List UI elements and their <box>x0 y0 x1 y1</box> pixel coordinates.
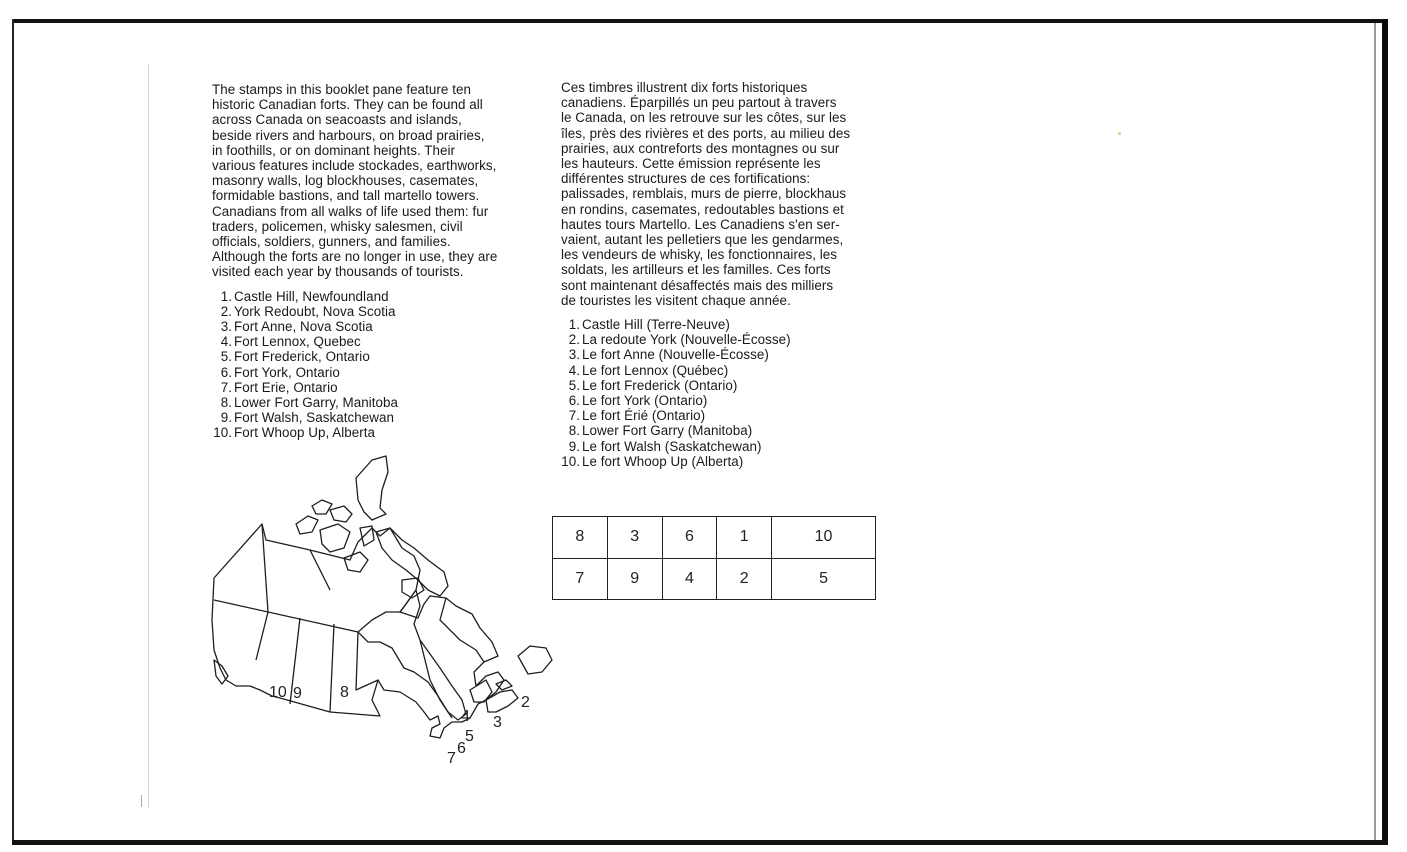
french-line: Ces timbres illustrent dix forts historiques <box>561 80 808 95</box>
envelope-left-edge <box>12 19 14 842</box>
fort-list-item <box>209 319 542 334</box>
fort-name: Fort Walsh, Saskatchewan <box>234 410 394 426</box>
island-1 <box>296 516 318 534</box>
fort-name: La redoute York (Nouvelle-Écosse) <box>582 332 791 348</box>
fort-number: 1. <box>568 317 580 333</box>
fort-number: 3. <box>220 319 232 335</box>
fort-number: 1. <box>220 288 232 304</box>
french-line: le Canada, on les retrouve sur les côtes, sur les <box>561 110 847 126</box>
fort-name: Le fort Walsh (Saskatchewan) <box>582 438 762 454</box>
border-bc-ab <box>256 612 268 660</box>
fort-list-item <box>209 365 542 380</box>
fort-list-item <box>209 410 542 425</box>
fort-name: Fort Lennox, Quebec <box>234 334 361 350</box>
french-line: les vendeurs de whisky, les fonctionnaires, les <box>561 247 838 263</box>
fort-name: Fort Frederick, Ontario <box>234 349 370 365</box>
island-4 <box>330 506 352 522</box>
fort-name: Fort Erie, Ontario <box>234 379 338 395</box>
fort-list-item <box>557 439 891 454</box>
pane-cell: 7 <box>553 558 608 600</box>
envelope-right-edge <box>1382 19 1388 845</box>
fort-list-item <box>557 347 891 362</box>
map-label: 10 <box>269 684 287 701</box>
island-6 <box>360 526 374 546</box>
french-line: hautes tours Martello. Les Canadiens s'en ser- <box>561 216 840 232</box>
english-line: masonry walls, log blockhouses, casemates, <box>212 173 479 189</box>
map-label: 3 <box>493 714 502 731</box>
fort-list-item <box>557 393 891 408</box>
french-fort-list <box>557 317 891 469</box>
fort-number: 9. <box>220 410 232 426</box>
fort-number: 5. <box>568 377 580 393</box>
french-line: canadiens. Éparpillés un peu partout à travers <box>561 95 837 111</box>
fort-list-item <box>209 425 542 440</box>
fort-number: 6. <box>220 364 232 380</box>
fort-list-item <box>209 334 542 349</box>
island-newfoundland <box>518 646 552 674</box>
fort-number: 10. <box>561 453 580 469</box>
english-column <box>212 82 542 441</box>
fort-list-item <box>557 363 891 378</box>
envelope-inner-right-edge <box>1374 23 1376 840</box>
fort-number: 2. <box>568 332 580 348</box>
fort-number: 5. <box>220 349 232 365</box>
map-label: 4 <box>461 708 470 725</box>
english-line: officials, soldiers, gunners, and families. <box>212 234 451 250</box>
pane-cell: 6 <box>662 517 717 559</box>
pane-cell: 10 <box>772 517 876 559</box>
fort-number: 9. <box>568 438 580 454</box>
fort-list-item <box>557 454 891 469</box>
map-label: 8 <box>340 684 349 701</box>
french-paragraph <box>561 80 891 308</box>
island-2 <box>312 500 332 514</box>
french-line: îles, près des rivières et des ports, au milieu des <box>561 125 851 141</box>
fort-number: 6. <box>568 393 580 409</box>
english-line: across Canada on seacoasts and islands, <box>212 112 462 128</box>
fort-name: Castle Hill (Terre-Neuve) <box>582 317 730 333</box>
english-line: traders, policemen, whisky salesmen, civil <box>212 218 463 234</box>
fort-list-item <box>557 423 891 438</box>
english-fort-list <box>209 289 542 441</box>
french-line: vaient, autant les pelletiers que les gendarmes, <box>561 232 844 248</box>
english-line: The stamps in this booklet pane feature ten <box>212 82 471 97</box>
french-line: en rondins, casemates, redoutables bastions et <box>561 201 844 217</box>
fort-number: 4. <box>220 334 232 350</box>
fort-number: 8. <box>568 423 580 439</box>
french-line: de touristes les visitent chaque année. <box>561 292 791 308</box>
envelope-bottom-edge <box>12 840 1388 845</box>
pane-cell: 1 <box>717 517 772 559</box>
map-label: 9 <box>293 685 302 702</box>
english-line: Although the forts are no longer in use, they are <box>212 249 498 265</box>
english-line: visited each year by thousands of tourists. <box>212 264 464 280</box>
fold-mark <box>141 795 142 807</box>
fort-list-item <box>557 317 891 332</box>
french-line: soldats, les artilleurs et les familles. Ces forts <box>561 262 831 278</box>
fort-number: 4. <box>568 362 580 378</box>
fort-name: Le fort Frederick (Ontario) <box>582 377 738 393</box>
paper-speck <box>1118 132 1121 135</box>
fort-name: Fort York, Ontario <box>234 364 340 380</box>
french-line: les hauteurs. Cette émission représente les <box>561 156 821 172</box>
fort-name: Le fort Érié (Ontario) <box>582 408 706 424</box>
pane-cell: 8 <box>553 517 608 559</box>
english-line: various features include stockades, earthworks, <box>212 158 497 174</box>
fort-name: Castle Hill, Newfoundland <box>234 288 389 304</box>
island-baffin <box>376 528 448 596</box>
fort-list-item <box>209 380 542 395</box>
fort-name: Fort Anne, Nova Scotia <box>234 319 373 335</box>
english-paragraph <box>212 82 542 280</box>
fort-list-item <box>209 349 542 364</box>
island-ellesmere <box>356 456 388 520</box>
french-line: différentes structures de ces fortifications: <box>561 171 811 187</box>
english-line: formidable bastions, and tall martello towers. <box>212 188 480 204</box>
fort-name: Le fort Lennox (Québec) <box>582 362 729 378</box>
map-label: 6 <box>457 740 466 757</box>
fort-name: Le fort Anne (Nouvelle-Écosse) <box>582 347 769 363</box>
envelope-top-edge <box>12 19 1388 23</box>
fort-number: 7. <box>568 408 580 424</box>
pane-cell: 3 <box>607 517 662 559</box>
fort-list-item <box>557 332 891 347</box>
french-column <box>561 80 891 469</box>
booklet-pane-grid <box>552 516 876 600</box>
map-label: 2 <box>521 694 530 711</box>
english-line: Canadians from all walks of life used them: fur <box>212 203 489 219</box>
fort-number: 2. <box>220 303 232 319</box>
fort-name: Lower Fort Garry, Manitoba <box>234 395 399 411</box>
fort-list-item <box>557 408 891 423</box>
fort-name: York Redoubt, Nova Scotia <box>234 303 396 319</box>
french-line: sont maintenant désaffectés mais des milliers <box>561 277 834 293</box>
border-qc-lab <box>440 598 484 662</box>
hudson-bay-outline <box>358 590 466 720</box>
map-label: 5 <box>465 728 474 745</box>
pane-cell: 5 <box>772 558 876 600</box>
english-line: historic Canadian forts. They can be found all <box>212 97 483 113</box>
border-sk-mb <box>330 624 334 712</box>
pane-cell: 9 <box>607 558 662 600</box>
fort-list-item <box>209 289 542 304</box>
french-line: prairies, aux contreforts des montagnes ou sur <box>561 140 840 156</box>
french-line: palissades, remblais, murs de pierre, blockhaus <box>561 186 847 202</box>
pane-cell: 4 <box>662 558 717 600</box>
fort-list-item <box>557 378 891 393</box>
canada-mainland-outline <box>212 524 504 738</box>
fort-number: 3. <box>568 347 580 363</box>
fold-line <box>148 64 149 808</box>
fort-list-item <box>209 304 542 319</box>
canada-map <box>205 450 565 770</box>
fort-list-item <box>209 395 542 410</box>
border-north <box>214 600 358 632</box>
fort-number: 7. <box>220 379 232 395</box>
fort-name: Le fort Whoop Up (Alberta) <box>582 453 744 469</box>
island-5 <box>344 552 368 572</box>
fort-number: 10. <box>213 425 232 441</box>
pane-row <box>553 558 876 600</box>
fort-number: 8. <box>220 395 232 411</box>
english-line: in foothills, or on dominant heights. Their <box>212 142 456 158</box>
english-line: beside rivers and harbours, on broad prairies, <box>212 127 485 143</box>
map-label: 7 <box>447 750 456 767</box>
fort-name: Fort Whoop Up, Alberta <box>234 425 376 441</box>
island-3 <box>320 524 350 552</box>
pane-row <box>553 517 876 559</box>
fort-name: Lower Fort Garry (Manitoba) <box>582 423 753 439</box>
fort-name: Le fort York (Ontario) <box>582 393 708 409</box>
border-nwt-nu <box>310 550 330 590</box>
pane-cell: 2 <box>717 558 772 600</box>
